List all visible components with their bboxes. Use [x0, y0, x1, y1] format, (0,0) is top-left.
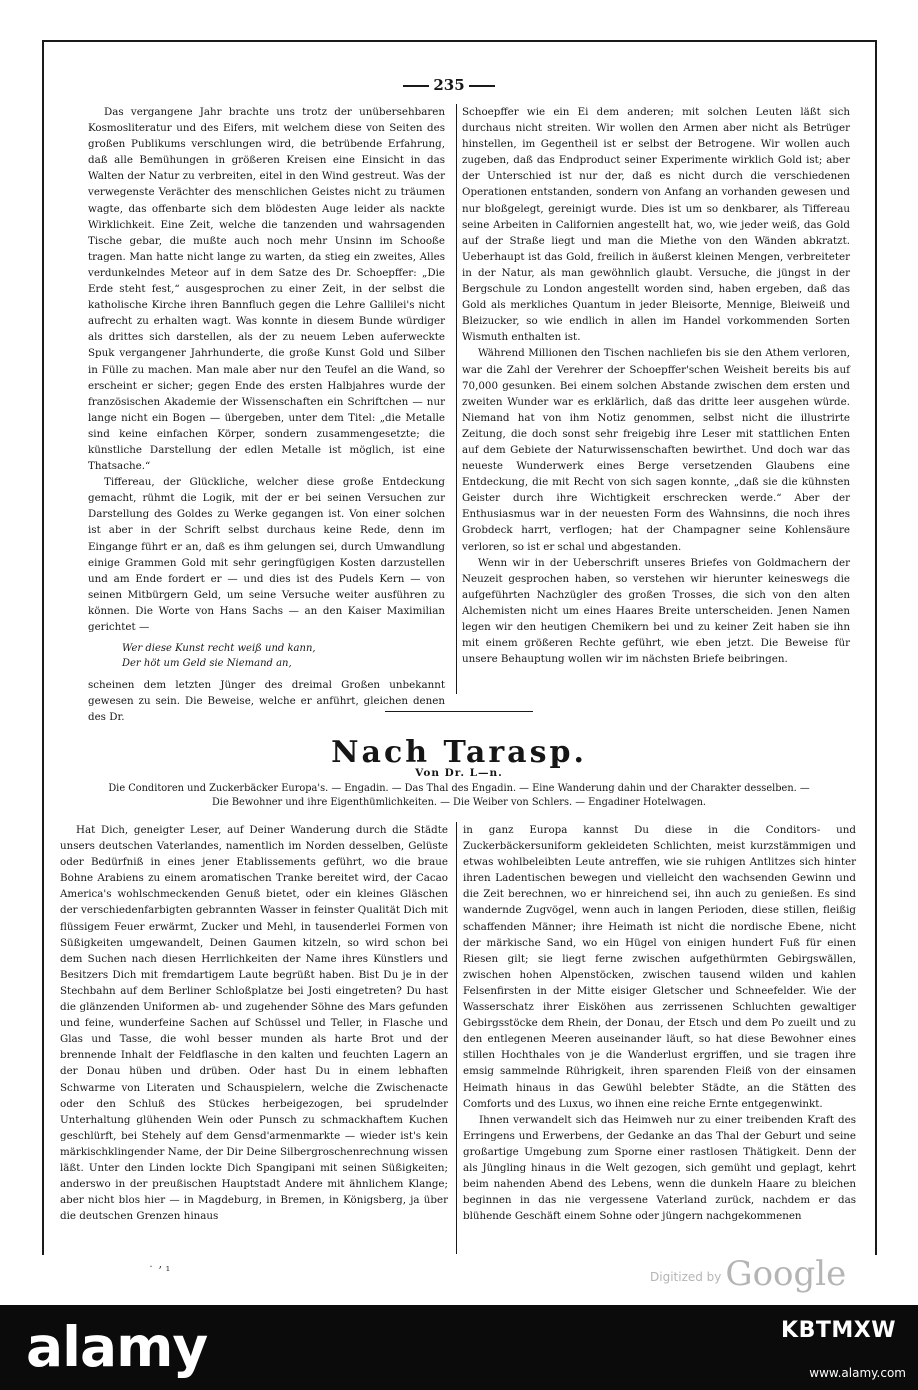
top-left-paragraph-2: Tiffereau, der Glückliche, welcher diese große Entdeckung gemacht, rühmt die Logik, mit der er bei seinen Versuchen zur Darstellung des Goldes zu Werke gegangen ist. Von einer solchen ist aber in der Schrift selbst durchaus keine Rede, denn im Eingange führt er an, daß es ihm gelungen sei, durch Umwandlung einige Grammen Gold mit sehr geringfügigen Kosten darzustellen und am Ende fordert er — und dies ist des Pudels Kern — von seinen Mitbürgern Geld, um seine Versuche weiter ausführen zu können. Die Worte von Hans Sachs — an den Kaiser Maximilian gerichtet —	[88, 476, 445, 633]
section-separator-rule	[385, 711, 533, 712]
ink-blemish: ˙ ʼ ¹	[148, 1264, 171, 1278]
top-right-column	[462, 104, 850, 694]
page-number-left-ornament	[403, 85, 429, 87]
article-left-column	[60, 822, 448, 1254]
article-right-paragraph-2: Ihnen verwandelt sich das Heimweh nur zu einer treibenden Kraft des Erringens und Erwerbens, der Gedanke an das Thal der Geburt und seine großartige Umgebung zum Sporne einer rastlosen Thätigkeit. Denn der als Jüngling hinaus in die Welt gezogen, sich gemüht und geplagt, kehrt beim nahenden Abend des Lebens, wenn die dunkeln Haare zu bleichen beginnen in das nie vergessene Vaterland zurück, nachdem er das blühende Geschäft einem Sohne oder jüngern nachgekommenen	[463, 1113, 856, 1223]
top-left-paragraph-1: Das vergangene Jahr brachte uns trotz der unübersehbaren Kosmosliteratur und des Eifers, mit welchem diese von Seiten des großen Publikums verschlungen wird, die betrübende Erfahrung, daß alle Bemühungen in größeren Kreisen eine Einsicht in das Walten der Natur zu verbreiten, eitel in den Wind gestreut. Was der verwegenste Verächter des menschlichen Geistes nicht zu träumen wagte, das offenbarte sich dem blödesten Auge leider als nackte Wirklichkeit. Eine Zeit, welche die tanzenden und wahrsagenden Tische gebar, die mußte auch noch mehr Unsinn im Schooße tragen. Man hatte nicht lange zu warten, da stieg ein zweites, Alles verdunkelndes Meteor auf in dem Satze des Dr. Schoepffer: „Die Erde steht fest,“ ausgesprochen zu einer Zeit, in der selbst die katholische Kirche ihren Bannfluch gegen die Lehre Gallilei's nicht aufrecht zu erhalten wagt. Was konnte in diesem Bunde würdiger als drittes sich darstellen, als der zu neuem Leben auferweckte Spuk vergangener Jahrhunderte, die große Kunst Gold und Silber in Fülle zu machen. Man male aber nur den Teufel an die Wand, so erscheint er sicher; gegen Ende des ersten Halbjahres wurde der französischen Akademie der Wissenschaften ein Schriftchen — nur lange nicht ein Bogen — übergeben, unter dem Titel: „die Metalle sind keine einfachen Körper, sondern zusammengesetzte; die künstliche Darstellung der edlen Metalle ist möglich, ist eine Thatsache.“	[88, 106, 445, 473]
digitized-by-text: Digitized by	[650, 1270, 722, 1284]
frame-top-rule	[42, 40, 877, 42]
page-number-value: 235	[433, 76, 465, 94]
article-title: Nach Tarasp.	[331, 735, 587, 770]
top-right-paragraph-1: Schoepffer wie ein Ei dem anderen; mit solchen Leuten läßt sich durchaus nicht streiten. Wir wollen den Armen aber nicht als Betrüger hinstellen, im Gegentheil ist er selbst der Betrogene. Wir wollen auch zugeben, daß das Endproduct seiner Experimente wirklich Gold ist; aber der Unterschied ist nur der, daß es nicht durch die verschiedenen Operationen entstanden, sondern von Anfang an vorhanden gewesen und nur bloßgelegt, gereinigt wurde. Dies ist um so denkbarer, als Tiffereau seine Arbeiten in Californien angestellt hat, wo, wie jeder weiß, das Gold auf der Straße liegt und man die Miethe von den Wänden abkratzt. Ueberhaupt ist das Gold, freilich in äußerst kleinen Mengen, verbreiteter in der Natur, als man gewöhnlich glaubt. Versuche, die jüngst in der Bergschule zu London angestellt worden sind, haben ergeben, daß das Gold als merkliches Quantum in jeder Bleisorte, Mennige, Bleiweiß und Bleizucker, so wie endlich in allen im Handel vorkommenden Sorten Wismuth enthalten ist.	[462, 106, 850, 344]
article-right-paragraph-1: in ganz Europa kannst Du diese in die Conditors- und Zuckerbäckersuniform gekleideten Schlichten, meist kurzstämmigen und etwas wohlbeleibten Leute antreffen, wie sie ruhigen Antlitzes sich hinter ihren Ladentischen bewegen und vielleicht den wachsenden Gewinn und die Zeit berechnen, wo er hinreichend sei, ihn auch zu genießen. Es sind wandernde Zugvögel, wenn auch in langen Perioden, diese stillen, fleißig schaffenden Männer; ihre Heimath ist nicht die nordische Ebene, nicht der märkische Sand, wo ein Hügel von einigen hundert Fuß für einen Riesen gilt; sie liegt ferne zwischen aufgethürmten Gebirgswällen, zwischen hohen Alpenstöcken, zwischen tausend wilden und kahlen Felsenfirsten in der Mitte eisiger Gletscher und Schneefelder. Wie der Wasserschatz ihrer Eisköhen aus zerrissenen Schluchten gewaltiger Gebirgsstöcke dem Rhein, der Donau, der Etsch und dem Po zueilt und zu den entlegenen Meeren auseinander läuft, so hat diese Bewohner eines stillen Hochthales von je die Wanderlust ergriffen, und sie tragen ihre emsig sammelnde Rührigkeit, ihren sparenden Fleiß von der einsamen Heimath hinaus in das Gewühl belebter Städte, an die Stätten des Comforts und des Luxus, wo ihnen eine reiche Ernte entgegenwinkt.	[463, 824, 856, 1110]
verse-line-1: Wer diese Kunst recht weiß und kann,	[122, 643, 316, 655]
page-number	[384, 76, 514, 96]
article-byline: Von Dr. L—n.	[415, 767, 503, 779]
stock-website[interactable]: www.alamy.com	[809, 1366, 906, 1380]
top-left-paragraph-3: scheinen dem letzten Jünger des dreimal Großen unbekannt gewesen zu sein. Die Beweise, welche er anführt, gleichen denen des Dr.	[88, 679, 445, 724]
google-digitized-watermark	[650, 1254, 846, 1294]
frame-left-rule	[42, 40, 44, 1255]
top-column-divider	[456, 104, 457, 694]
article-subtitle-line-2: Die Bewohner und ihre Eigenthümlichkeiten. — Die Weiber von Schlers. — Engadiner Hotelwagen.	[211, 797, 707, 808]
hans-sachs-verse	[122, 641, 445, 671]
alamy-logo: alamy	[26, 1315, 208, 1379]
top-right-paragraph-3: Wenn wir in der Ueberschrift unseres Briefes von Goldmachern der Neuzeit gesprochen haben, so verstehen wir hierunter keineswegs die aufgeführten Nachzügler des großen Trosses, die sich von den alten Alchemisten nicht um eines Haares Breite unterscheiden. Jenen Namen legen wir den heutigen Chemikern bei und zu keiner Zeit haben sie ihn mit einem größeren Rechte geführt, wie eben jetzt. Die Beweise für unsere Behauptung wollen wir im nächsten Briefe beibringen.	[462, 556, 850, 666]
article-right-column	[463, 822, 856, 1254]
page-number-right-ornament	[469, 85, 495, 87]
article-column-divider	[456, 822, 457, 1254]
google-wordmark: Google	[725, 1254, 847, 1294]
verse-line-2: Der höt um Geld sie Niemand an,	[122, 658, 292, 670]
article-left-paragraph: Hat Dich, geneigter Leser, auf Deiner Wanderung durch die Städte unsers deutschen Vaterlandes, namentlich im Norden desselben, Gelüste oder Bedürfniß in eines jener Etablissements geführt, wo die braue Bohne Arabiens zu einem aromatischen Tranke bereitet wird, der Cacao America's wohlschmeckenden Genuß bietet, oder ein kleines Gläschen der verschiedenfarbigten gebrannten Wasser in feinster Qualität Dich mit flüssigem Feuer erwärmt, Zucker und Mehl, in tausenderlei Formen von Süßigkeiten umgewandelt, Deinen Gaumen kitzeln, so wird schon bei dem Suchen nach diesen Herrlichkeiten der Name ihres Künstlers und Besitzers Dich mit fremdartigem Laute begrüßt haben. Bist Du je in der Stechbahn auf dem Berliner Schloßplatze bei Josti eingetreten? Du hast die glänzenden Uniformen ab- und zugehender Söhne des Mars gefunden und feine, wunderfeine Sachen auf Schüssel und Teller, in Flasche und Glas und Tasse, die wohl besser munden als harte Brot und der brennende Inhalt der Feldflasche in den kalten und feuchten Lagern an der Donau hüben und drüben. Oder hast Du in einem lebhaften Schwarme von Literaten und Schauspielern, welche die Zwischenacte oder den Schluß des Stückes herbeigezogen, bei sprudelnder Unterhaltung glühenden Wein oder Punsch zu schmackhaftem Kuchen geschlürft, bei Stehely auf dem Gensd'armenmarkte — wieder ist's kein märkischklingender Name, der Dir Deine Silbergroschenrechnung wissen läßt. Unter den Linden lockte Dich Spangipani mit seinen Süßigkeiten; anderswo in der preußischen Hauptstadt Andere mit ähnlichem Klange; aber nicht blos hier — in Magdeburg, in Bremen, in Königsberg, ja über die deutschen Grenzen hinaus	[60, 824, 448, 1223]
top-left-column	[88, 104, 445, 724]
frame-right-rule	[875, 40, 877, 1255]
top-right-paragraph-2: Während Millionen den Tischen nachliefen bis sie den Athem verloren, war die Zahl der Verehrer der Schoepffer'schen Weisheit bereits bis auf 70,000 gesunken. Bei einem solchen Abstande zwischen dem ersten und zweiten Wunder war es erklärlich, daß das dritte leer ausgehen würde. Niemand hat von ihm Notiz genommen, selbst nicht die illustrirte Zeitung, die doch sonst sehr freigebig ihre Leser mit stattlichen Enten auf dem Gebiete der Naturwissenschaften bewirthet. Und doch war das neueste Wunderwerk eines Berge versetzenden Glaubens eine Entdeckung, die mit Recht von sich sagen konnte, „daß sie die kühnsten Geister durch ihre Wichtigkeit erschrecken werde.“ Aber der Enthusiasmus war in der neuesten Form des Wahnsinns, die noch ihres Grobdeck harrt, verflogen; hat der Champagner seine Kohlensäure verloren, so ist er schal und abgestanden.	[462, 347, 850, 553]
article-subtitle-line-1: Die Conditoren und Zuckerbäcker Europa's. — Engadin. — Das Thal des Engadin. — Eine Wanderung dahin und der Charakter desselben. —	[108, 783, 810, 794]
stock-image-id: KBTMXW	[781, 1318, 896, 1343]
